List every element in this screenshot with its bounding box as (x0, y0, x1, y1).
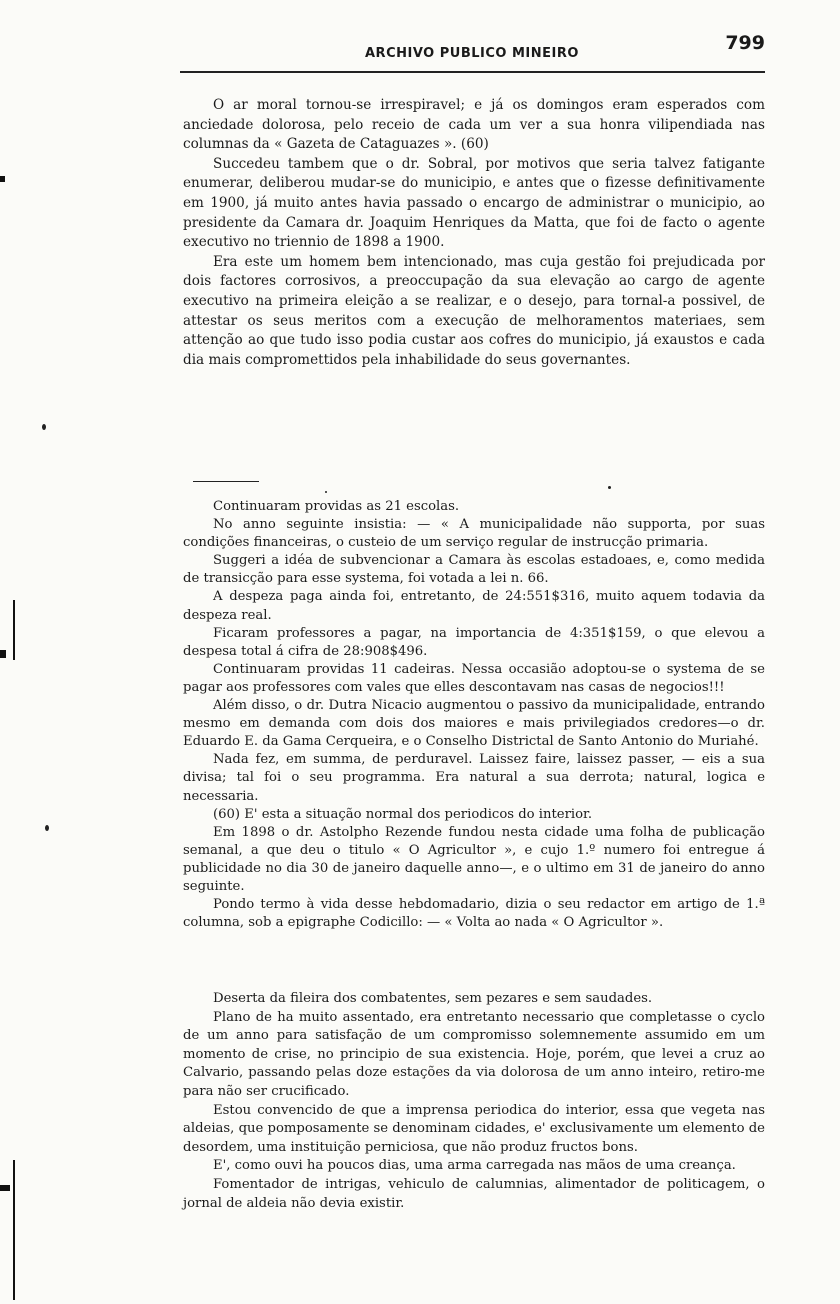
section-divider (193, 481, 259, 482)
footnote-block (183, 498, 765, 932)
main-text (183, 96, 765, 370)
quote-paragraph: E', como ouvi ha poucos dias, uma arma carregada nas mãos de uma creança. (213, 1158, 736, 1174)
paragraph: O ar moral tornou-se irrespiravel; e já os domingos eram esperados com anciedade dolorosa, pelo receio de cada um ver a sua honra vilipendiada nas columnas da « Gazeta de Cataguazes ». (60) (183, 97, 765, 153)
scan-mark (0, 1185, 10, 1191)
note-paragraph: Pondo termo à vida desse hebdomadario, dizia o seu redactor em artigo de 1.ª columna, sob a epigraphe Codicillo: — « Volta ao nada « O Agricultor ». (183, 897, 765, 931)
running-head: ARCHIVO PUBLICO MINEIRO (365, 46, 579, 61)
note-paragraph: Ficaram professores a pagar, na importancia de 4:351$159, o que elevou a despesa total á cifra de 28:908$496. (183, 625, 765, 659)
scan-mark (0, 176, 5, 182)
note-paragraph: Nada fez, em summa, de perduravel. Laissez faire, laissez passer, — eis a sua divisa; tal foi o seu programma. Era natural a sua derrota; natural, logica e necessaria. (183, 752, 765, 804)
note-paragraph: A despeza paga ainda foi, entretanto, de 24:551$316, muito aquem todavia da despeza real. (183, 589, 765, 623)
scan-mark (13, 1160, 15, 1300)
note-paragraph: Em 1898 o dr. Astolpho Rezende fundou nesta cidade uma folha de publicação semanal, a que deu o titulo « O Agricultor », e cujo 1.º numero foi entregue á publicidade no dia 30 de janeiro daquelle anno—, e o ultimo em 31 de janeiro do anno seguinte. (183, 824, 765, 894)
scan-mark (0, 650, 6, 658)
quote-paragraph: Fomentador de intrigas, vehiculo de calumnias, alimentador de politicagem, o jornal de aldeia não devia existir. (183, 1176, 765, 1211)
quote-paragraph: Plano de ha muito assentado, era entretanto necessario que completasse o cyclo de um anno para satisfação de um compromisso solemnemente assumido em um momento de crise, no principio de sua existencia. Hoje, porém, que levei a cruz ao Calvario, passando pelas doze estações da via dolorosa de um anno inteiro, retiro-me para não ser crucificado. (183, 1009, 765, 1099)
quoted-article (183, 990, 765, 1213)
paragraph: Era este um homem bem intencionado, mas cuja gestão foi prejudicada por dois factores corrosivos, a preoccupação da sua elevação ao cargo de agente executivo na primeira eleição a se realizar, e o desejo, para tornal-a possivel, de attestar os seus meritos com a execução de melhoramentos materiaes, sem attenção ao que tudo isso podia custar aos cofres do municipio, já exaustos e cada dia mais compromettidos pela inhabilidade do seus governantes. (183, 253, 765, 368)
quote-paragraph: Estou convencido de que a imprensa periodica do interior, essa que vegeta nas aldeias, que pomposamente se denominam cidades, e' exclusivamente um elemento de desordem, uma instituição perniciosa, que não produz fructos bons. (183, 1102, 765, 1155)
note-paragraph: Suggeri a idéa de subvencionar a Camara às escolas estadoaes, e, como medida de transicção para esse systema, foi votada a lei n. 66. (183, 553, 765, 587)
header-rule (180, 71, 765, 73)
page-header (180, 30, 765, 74)
quote-paragraph: Deserta da fileira dos combatentes, sem pezares e sem saudades. (213, 991, 653, 1006)
page-number: 799 (725, 32, 765, 54)
scan-mark (13, 600, 15, 660)
scan-speck (325, 491, 327, 493)
footnote-60: (60) E' esta a situação normal dos periodicos do interior. (213, 806, 593, 822)
note-paragraph: No anno seguinte insistia: — « A municipalidade não supporta, por suas condições financeiras, o custeio de um serviço regular de instrucção primaria. (183, 517, 765, 551)
paragraph: Succedeu tambem que o dr. Sobral, por motivos que seria talvez fatigante enumerar, deliberou mudar-se do municipio, e antes que o fizesse definitivamente em 1900, já muito antes havia passado o encargo de administrar o municipio, ao presidente da Camara dr. Joaquim Henriques da Matta, que foi de facto o agente executivo no triennio de 1898 a 1900. (183, 155, 765, 251)
note-paragraph: Continuaram providas 11 cadeiras. Nessa occasião adoptou-se o systema de se pagar aos professores com vales que elles descontavam nas casas de negocios!!! (183, 661, 765, 695)
scan-speck (608, 486, 611, 489)
scan-speck (42, 424, 46, 430)
scan-speck (45, 825, 49, 831)
note-paragraph: Além disso, o dr. Dutra Nicacio augmentou o passivo da municipalidade, entrando mesmo em demanda com dois dos maiores e mais privilegiados credores—o dr. Eduardo E. da Gama Cerqueira, e o Conselho Districtal de Santo Antonio do Muriahé. (183, 698, 765, 750)
note-paragraph: Continuaram providas as 21 escolas. (213, 499, 460, 514)
